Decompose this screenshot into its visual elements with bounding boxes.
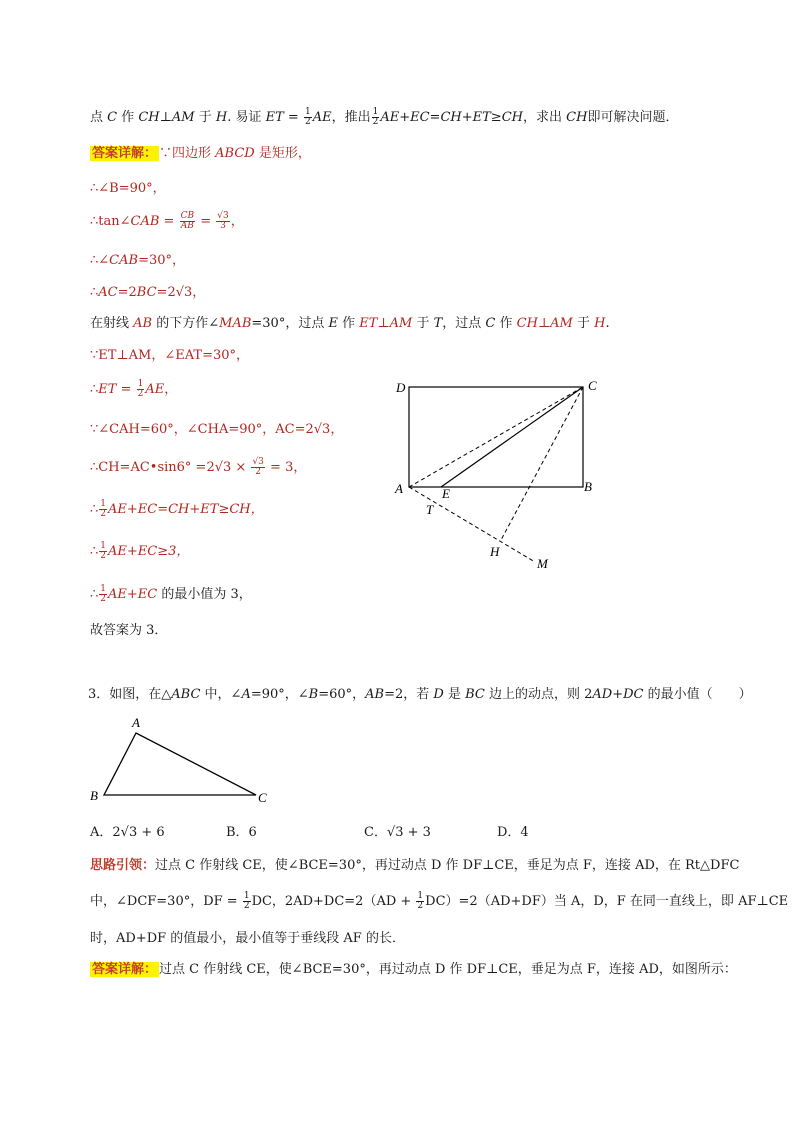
label-M: M (537, 556, 548, 571)
step-inequality: ∴ $\frac{1}{2}$ AE+EC=CH+ET≥CH， (90, 499, 264, 519)
step-et-half: ∴ET = $\frac{1}{2}$ AE， (90, 379, 178, 399)
step-angle-cab: ∴∠CAB=30°， (90, 253, 185, 268)
option-a: A．2√3 + 6 (90, 825, 165, 840)
label-E: E (442, 486, 450, 501)
solution-intro-line: 点 C 作 CH⊥AM 于 H. 易证 ET = $\frac{1}{2}$ AE，推出 $\frac{1}{2}$ AE+EC=CH+ET≥CH，求出 CH即可解决问题． (90, 107, 679, 127)
step-ac: ∴AC=2BC=2√3， (90, 285, 206, 300)
label-B: B (584, 479, 592, 494)
answer-detail-tag-2: 答案详解： (92, 962, 158, 977)
rectangle-figure (380, 370, 620, 580)
hint-line-1: 思路引领：过点 C 作射线 CE，使∠BCE=30°，再过动点 D 作 DF⊥CE，垂足为点 F，连接 AD，在 Rt△DFC (90, 858, 740, 873)
step-construction: 在射线 AB 的下方作∠MAB=30°，过点 E 作 ET⊥AM 于 T，过点 C 作 CH⊥AM 于 H. (90, 316, 610, 331)
hint-line-3: 时，AD+DF 的值最小，最小值等于垂线段 AF 的长． (90, 931, 405, 946)
label-T: T (426, 502, 434, 517)
step-et-perp: ∵ET⊥AM，∠EAT=30°， (90, 348, 250, 363)
final-answer-line: 故答案为 3． (90, 623, 168, 638)
triangle-figure (85, 712, 275, 807)
tri-label-A: A (132, 715, 140, 730)
step-angles: ∵∠CAH=60°，∠CHA=90°，AC=2√3， (90, 422, 344, 437)
tri-label-C: C (258, 790, 267, 805)
label-D: D (396, 380, 406, 395)
label-A: A (395, 481, 403, 496)
hint-line-2: 中，∠DCF=30°，DF = $\frac{1}{2}$ DC，2AD+DC=2（AD + $\frac{1}{2}$ DC）=2（AD+DF）当 A，D，F 在同一直线上，即 AF⊥CE (90, 891, 789, 911)
step-geq-3: ∴ $\frac{1}{2}$ AE+EC≥3， (90, 541, 190, 561)
step-ch: ∴CH=AC•sin6° =2√3 × $\frac{√3}{2}$ = 3， (90, 457, 307, 477)
hint-tag: 思路引领： (90, 858, 156, 873)
tri-label-B: B (90, 788, 98, 803)
option-c: C．√3 + 3 (364, 825, 431, 840)
step-min-value: ∴ $\frac{1}{2}$ AE+EC 的最小值为 3， (90, 584, 252, 604)
step-tan: ∴tan∠CAB = $\frac{CB}{AB}$ = $\frac{√3}{3}$ ， (90, 211, 244, 231)
question-3: 3．如图，在△ABC 中，∠A=90°，∠B=60°，AB=2，若 D 是 BC 边上的动点，则 2AD+DC 的最小值（ ） (88, 687, 752, 702)
answer-detail-2: 答案详解： 过点 C 作射线 CE，使∠BCE=30°，再过动点 D 作 DF⊥CE，垂足为点 F，连接 AD，如图所示： (92, 962, 737, 977)
answer-detail-heading: 答案详解： ∵四边形 ABCD 是矩形， (92, 146, 311, 161)
answer-detail-tag: 答案详解： (92, 146, 158, 161)
step-angle-b: ∴∠B=90°， (90, 181, 166, 196)
option-b: B．6 (226, 825, 257, 840)
label-C: C (588, 378, 597, 393)
option-d: D．4 (497, 825, 529, 840)
label-H: H (490, 544, 500, 559)
